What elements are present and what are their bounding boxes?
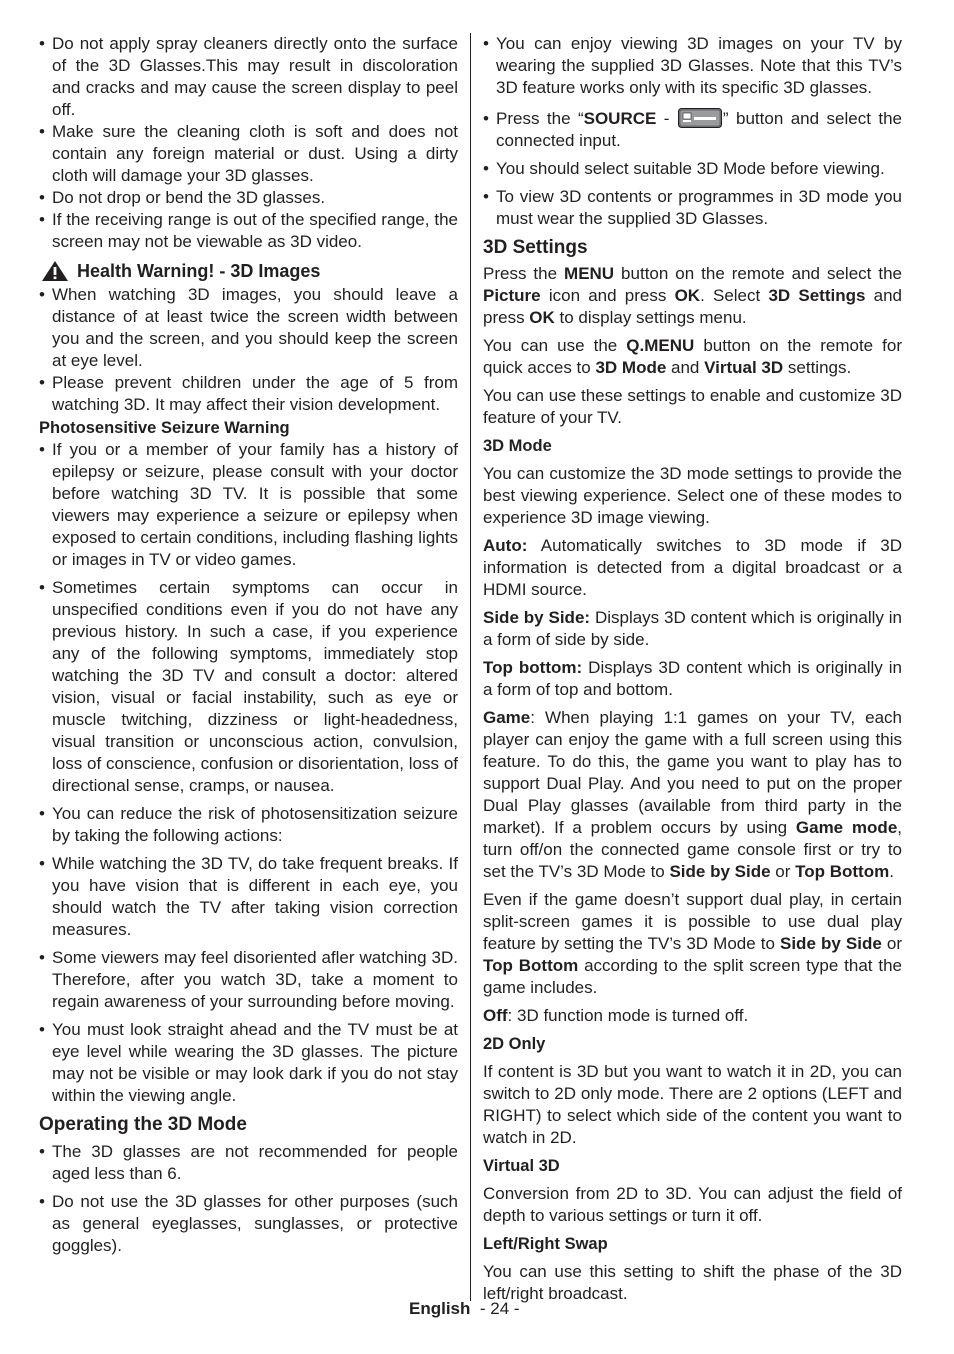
column-divider [470,33,471,1301]
list-item: • Make sure the cleaning cloth is soft and does not contain any foreign material or dust. Using a dirty cloth will damage your 3D glasses. [39,121,458,187]
list-item: • You must look straight ahead and the TV must be at eye level while wearing the 3D glasses. The picture may not be visible or may look dark if you do not stay within the viewing angle. [39,1019,458,1107]
game-paragraph: Game: When playing 1:1 games on your TV, each player can enjoy the game with a full screen using this feature. To do this, the game you want to play has to support Dual Play. And you need to put on the proper Dual Play glasses (available from third party in the market). If a problem occurs by using Game mode, turn off/on the connected game console first or try to set the TV’s 3D Mode to Side by Side or Top Bottom. [483,708,903,881]
virtual-3d-heading: Virtual 3D [483,1157,560,1175]
2d-only-paragraph: If content is 3D but you want to watch it in 2D, you can switch to 2D only mode. There are 2 options (LEFT and RIGHT) to select which side of the content you want to watch in 2D. [483,1062,902,1147]
off-paragraph: Off: 3D function mode is turned off. [483,1006,749,1025]
usage-list [483,33,902,230]
health-list [39,284,458,416]
list-item: • The 3D glasses are not recommended for people aged less than 6. [39,1141,458,1185]
warning-triangle-icon [41,260,69,282]
seizure-warning-heading: Photosensitive Seizure Warning [39,419,290,437]
list-item: • You can enjoy viewing 3D images on your TV by wearing the supplied 3D Glasses. Note that this TV’s 3D feature works only with its specific 3D glasses. [483,33,902,99]
qmenu-paragraph: You can use the Q.MENU button on the remote for quick acces to 3D Mode and Virtual 3D settings. [483,336,903,377]
list-item: • Please prevent children under the age of 5 from watching 3D. It may affect their vision development. [39,372,458,416]
page-number: - 24 - [470,1299,520,1318]
dual-play-paragraph: Even if the game doesn’t support dual play, in certain split-screen games it is possible to use dual play feature by setting the TV’s 3D Mode to Side by Side or Top Bottom according to the split screen type that the game includes. [483,890,902,997]
list-item: • Do not drop or bend the 3D glasses. [39,187,458,209]
mode-paragraph: You can customize the 3D mode settings to provide the best viewing experience. Select one of these modes to experience 3D image viewing. [483,464,902,527]
list-item: • To view 3D contents or programmes in 3D mode you must wear the supplied 3D Glasses. [483,186,902,230]
source-button-icon [678,108,722,128]
care-list [39,33,458,253]
seizure-list [39,439,458,1107]
customize-paragraph: You can use these settings to enable and customize 3D feature of your TV. [483,386,902,427]
list-item: • Do not apply spray cleaners directly onto the surface of the 3D Glasses.This may result in discoloration and cracks and may cause the screen display to peel off. [39,33,458,121]
list-item: • While watching the 3D TV, do take frequent breaks. If you have vision that is different in each eye, you should watch the TV after taking vision correction measures. [39,853,458,941]
3d-mode-heading: 3D Mode [483,437,552,455]
list-item: • You can reduce the risk of photosensitization seizure by taking the following actions: [39,803,458,847]
operating-3d-heading: Operating the 3D Mode [39,1114,247,1135]
auto-paragraph: Auto: Automatically switches to 3D mode if 3D information is detected from a digital broadcast or a HDMI source. [483,536,902,599]
list-item: • Press the “SOURCE - ” button and select the connected input. [483,108,902,152]
left-right-swap-heading: Left/Right Swap [483,1235,608,1253]
footer-language: English [409,1299,471,1318]
list-item: • You should select suitable 3D Mode before viewing. [483,158,902,180]
left-column [39,33,458,1257]
top-bottom-paragraph: Top bottom: Displays 3D content which is originally in a form of top and bottom. [483,658,902,699]
health-warning-heading [39,260,458,282]
health-warning-title: Health Warning! - 3D Images [77,261,321,281]
3d-settings-heading: 3D Settings [483,237,588,258]
list-item: • Sometimes certain symptoms can occur in unspecified conditions even if you do not have any previous history. In such a case, if you experience any of the following symptoms, immediately stop watching the 3D TV and consult a doctor: altered vision, visual or facial instability, such as eye or muscle twitching, dizziness or light-headedness, visual transition or unconscious action, convulsion, loss of conscience, confusion or disorientation, loss of directional sense, cramps, or nausea. [39,577,458,797]
list-item: • When watching 3D images, you should leave a distance of at least twice the screen width between you and the screen, and you should keep the screen at eye level. [39,284,458,372]
operating-list [39,1141,458,1257]
left-right-swap-paragraph: You can use this setting to shift the phase of the 3D left/right broadcast. [483,1262,902,1303]
list-item: • Some viewers may feel disoriented afler watching 3D. Therefore, after you watch 3D, take a moment to regain awareness of your surrounding before moving. [39,947,458,1013]
2d-only-heading: 2D Only [483,1035,546,1053]
right-column [483,33,902,1305]
list-item: • If the receiving range is out of the specified range, the screen may not be viewable as 3D video. [39,209,458,253]
virtual-3d-paragraph: Conversion from 2D to 3D. You can adjust the field of depth to various settings or turn it off. [483,1184,902,1225]
settings-paragraph: Press the MENU button on the remote and select the Picture icon and press OK. Select 3D Settings and press OK to display settings menu. [483,264,902,327]
list-item: • Do not use the 3D glasses for other purposes (such as general eyeglasses, sunglasses, or protective goggles). [39,1191,458,1257]
page-footer [409,1298,520,1320]
list-item: • If you or a member of your family has a history of epilepsy or seizure, please consult with your doctor before watching 3D TV. It is possible that some viewers may experience a seizure or epilepsy when exposed to certain conditions, including flashing lights or images in TV or video games. [39,439,458,571]
source-label: SOURCE [583,109,657,128]
side-by-side-paragraph: Side by Side: Displays 3D content which is originally in a form of side by side. [483,608,903,649]
